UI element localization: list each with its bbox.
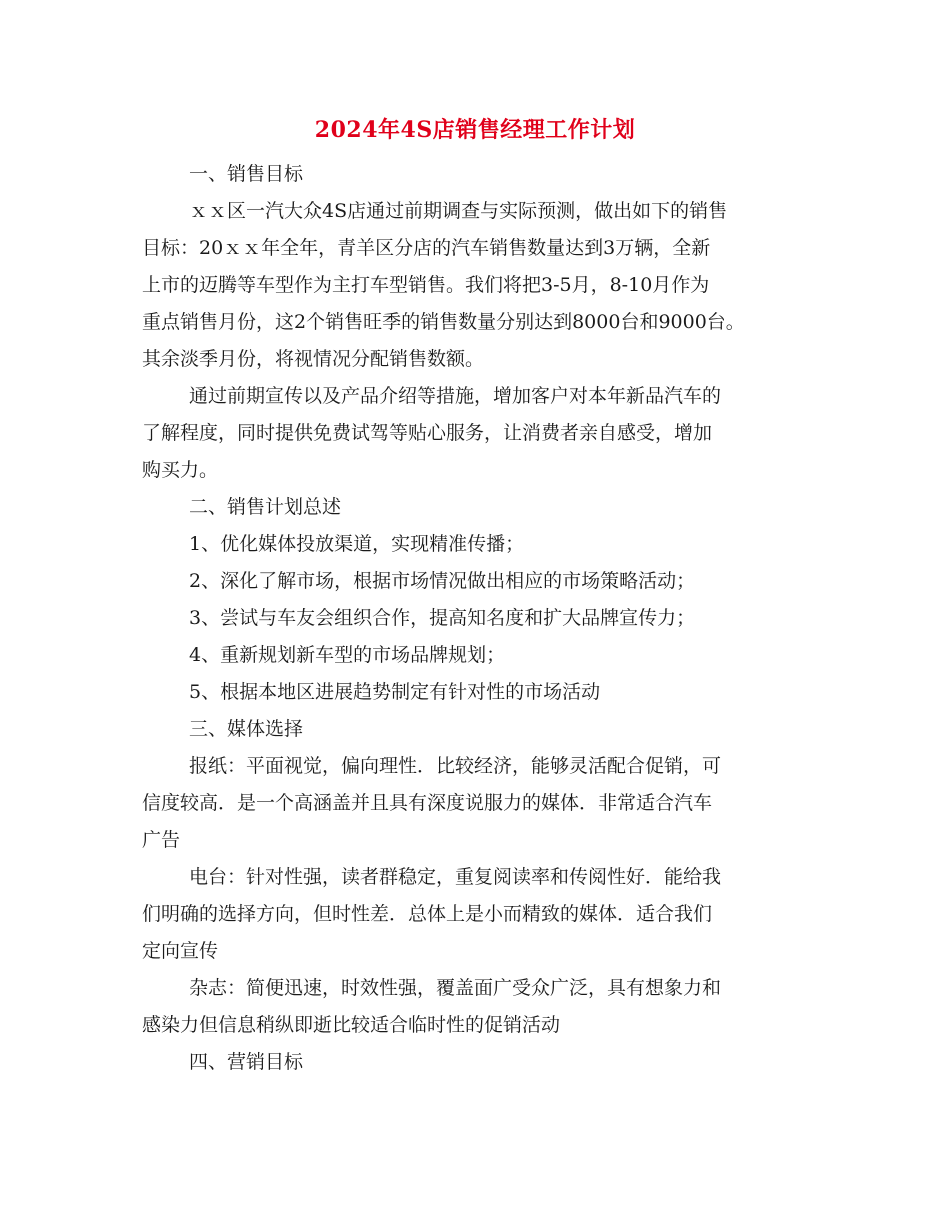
text-line: 广告: [142, 829, 181, 851]
text-line: 感染力但信息稍纵即逝比较适合临时性的促销活动: [142, 1014, 561, 1036]
text-line: 3、尝试与车友会组织合作，提高知名度和扩大品牌宣传力；: [189, 607, 696, 629]
text-line: 电台：针对性强，读者群稳定，重复阅读率和传阅性好．能给我: [189, 866, 722, 888]
document-title: 2024年4S店销售经理工作计划: [314, 117, 636, 143]
text-line: 三、媒体选择: [189, 718, 304, 740]
text-line: ｘｘ区一汽大众4S店通过前期调查与实际预测，做出如下的销售: [189, 200, 728, 222]
text-line: 上市的迈腾等车型作为主打车型销售。我们将把3-5月，8-10月作为: [142, 274, 710, 296]
text-line: 们明确的选择方向，但时性差．总体上是小而精致的媒体．适合我们: [142, 903, 713, 925]
text-line: 杂志：简便迅速，时效性强，覆盖面广受众广泛，具有想象力和: [189, 977, 722, 999]
text-line: 报纸：平面视觉，偏向理性．比较经济，能够灵活配合促销，可: [189, 755, 722, 777]
text-line: 通过前期宣传以及产品介绍等措施，增加客户对本年新品汽车的: [189, 385, 722, 407]
text-line: 定向宣传: [142, 940, 219, 962]
text-line: 4、重新规划新车型的市场品牌规划；: [189, 644, 506, 666]
text-line: 信度较高．是一个高涵盖并且具有深度说服力的媒体．非常适合汽车: [142, 792, 713, 814]
text-line: 四、营销目标: [189, 1051, 304, 1073]
text-line: 了解程度，同时提供免费试驾等贴心服务，让消费者亲自感受，增加: [142, 422, 713, 444]
text-line: 二、销售计划总述: [189, 496, 342, 518]
document-body: [142, 156, 832, 1081]
text-line: 重点销售月份，这2个销售旺季的销售数量分别达到8000台和9000台。: [142, 311, 745, 333]
text-line: 2、深化了解市场，根据市场情况做出相应的市场策略活动；: [189, 570, 696, 592]
text-line: 5、根据本地区进展趋势制定有针对性的市场活动: [189, 681, 601, 703]
text-line: 购买力。: [142, 459, 219, 481]
text-line: 目标：20ｘｘ年全年，青羊区分店的汽车销售数量达到3万辆，全新: [142, 237, 711, 259]
text-line: 一、销售目标: [189, 163, 304, 185]
text-line: 1、优化媒体投放渠道，实现精准传播；: [189, 533, 525, 555]
text-line: 其余淡季月份，将视情况分配销售数额。: [142, 348, 485, 370]
